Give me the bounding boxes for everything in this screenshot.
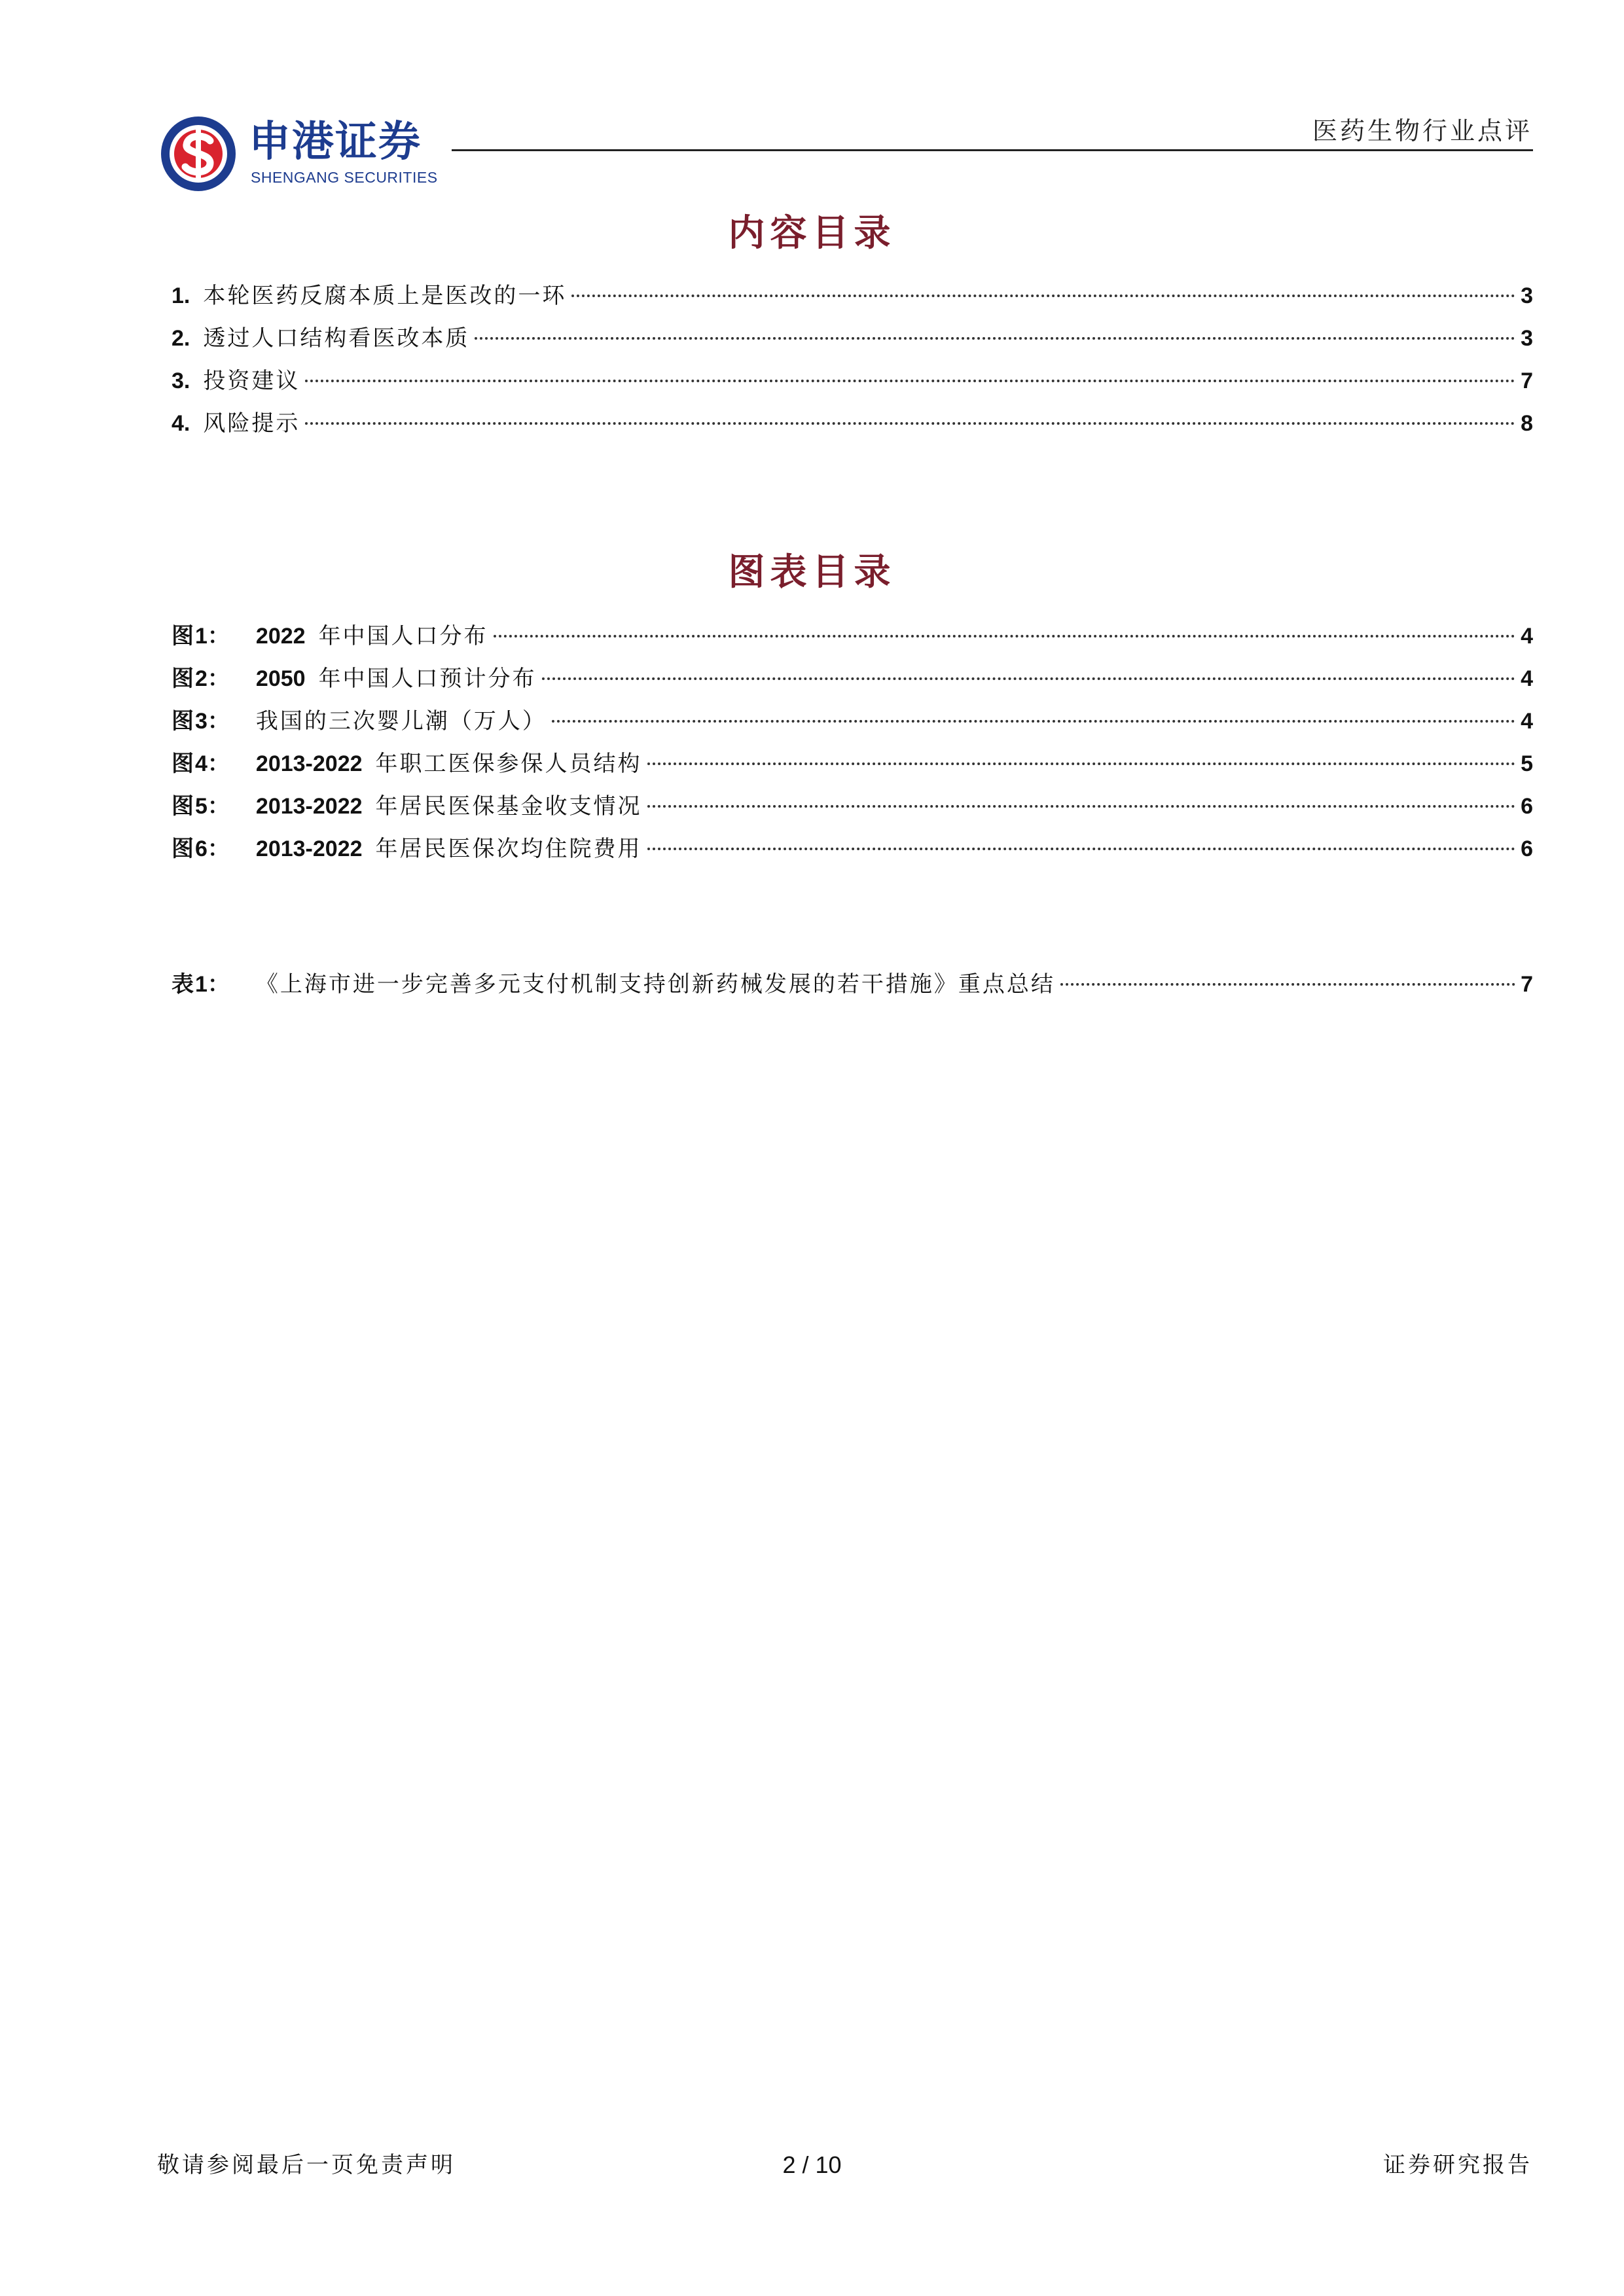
company-logo (159, 115, 438, 193)
figure-toc-item[interactable] (171, 706, 1533, 737)
toc-leader (475, 337, 1515, 340)
toc-leader (647, 848, 1516, 850)
figure-prefix: 图 (171, 708, 195, 734)
figure-page: 6 (1521, 794, 1533, 819)
figure-page: 4 (1521, 709, 1533, 734)
figure-page: 4 (1521, 624, 1533, 649)
figure-prefix: 图 (171, 751, 195, 777)
figure-page: 6 (1521, 836, 1533, 861)
toc-item[interactable] (171, 365, 1533, 397)
figure-number: 5： (195, 794, 230, 819)
toc-item-text: 风险提示 (203, 410, 300, 437)
figure-toc-item[interactable] (171, 791, 1533, 822)
figure-year: 2013-2022 (255, 751, 363, 776)
toc-leader (494, 635, 1516, 637)
figure-toc-item[interactable] (171, 620, 1533, 652)
figures-title: 图表目录 (728, 550, 896, 594)
table-prefix: 表 (171, 971, 195, 997)
figure-number: 1： (195, 624, 230, 649)
footer-report-type: 证券研究报告 (1383, 2152, 1532, 2178)
figure-text: 我国的三次婴儿潮（万人） (255, 708, 547, 734)
figure-number: 4： (195, 751, 230, 776)
toc-item-page: 8 (1521, 411, 1533, 436)
figure-toc-item[interactable] (171, 833, 1533, 865)
toc-item[interactable] (171, 280, 1533, 312)
table-text: 《上海市进一步完善多元支付机制支持创新药械发展的若干措施》重点总结 (255, 971, 1055, 997)
toc-item-text: 本轮医药反腐本质上是医改的一环 (203, 283, 567, 309)
figure-page: 4 (1521, 666, 1533, 691)
toc-item-page: 3 (1521, 326, 1533, 351)
toc-item-page: 7 (1521, 368, 1533, 393)
figure-prefix: 图 (171, 793, 195, 819)
footer-disclaimer: 敬请参阅最后一页免责声明 (157, 2152, 456, 2178)
figure-prefix: 图 (171, 666, 195, 692)
shengang-logo-icon (159, 115, 238, 193)
figure-text: 年居民医保次均住院费用 (375, 836, 642, 862)
toc-leader (571, 295, 1515, 297)
toc-leader (305, 380, 1515, 382)
table-page: 7 (1521, 972, 1533, 997)
logo-english-name: SHENGANG SECURITIES (251, 169, 438, 186)
toc-item-page: 3 (1521, 283, 1533, 308)
figure-toc-item[interactable] (171, 748, 1533, 780)
figure-number: 2： (195, 666, 230, 691)
figure-text: 年中国人口预计分布 (318, 666, 537, 692)
contents-title: 内容目录 (728, 211, 896, 255)
figure-number: 6： (195, 836, 230, 861)
figure-prefix: 图 (171, 836, 195, 862)
figure-year: 2013-2022 (255, 794, 363, 819)
toc-leader (1060, 983, 1515, 986)
toc-item-number: 3. (171, 368, 190, 393)
figure-number: 3： (195, 709, 230, 734)
figure-year: 2022 (255, 624, 306, 649)
figure-text: 年中国人口分布 (318, 623, 488, 649)
figure-year: 2013-2022 (255, 836, 363, 861)
toc-item[interactable] (171, 323, 1533, 354)
figure-toc-item[interactable] (171, 663, 1533, 694)
toc-item-number: 4. (171, 411, 190, 436)
report-category: 医药生物行业点评 (1312, 117, 1532, 145)
toc-leader (542, 677, 1516, 680)
toc-item-text: 透过人口结构看医改本质 (203, 325, 470, 351)
figure-year: 2050 (255, 666, 306, 691)
logo-chinese-name: 申港证券 (249, 118, 422, 166)
toc-leader (552, 720, 1515, 723)
figure-page: 5 (1521, 751, 1533, 776)
page-indicator: 2 / 10 (782, 2151, 842, 2178)
figure-prefix: 图 (171, 623, 195, 649)
toc-item[interactable] (171, 408, 1533, 439)
toc-leader (647, 762, 1516, 765)
table-toc-item[interactable] (171, 969, 1533, 1000)
toc-leader (647, 805, 1516, 808)
header-divider (452, 149, 1533, 151)
table-number: 1： (195, 972, 230, 997)
toc-leader (305, 422, 1515, 425)
toc-item-text: 投资建议 (203, 368, 300, 394)
figure-text: 年居民医保基金收支情况 (375, 793, 642, 819)
figure-text: 年职工医保参保人员结构 (375, 751, 642, 777)
toc-item-number: 2. (171, 326, 190, 351)
toc-item-number: 1. (171, 283, 190, 308)
